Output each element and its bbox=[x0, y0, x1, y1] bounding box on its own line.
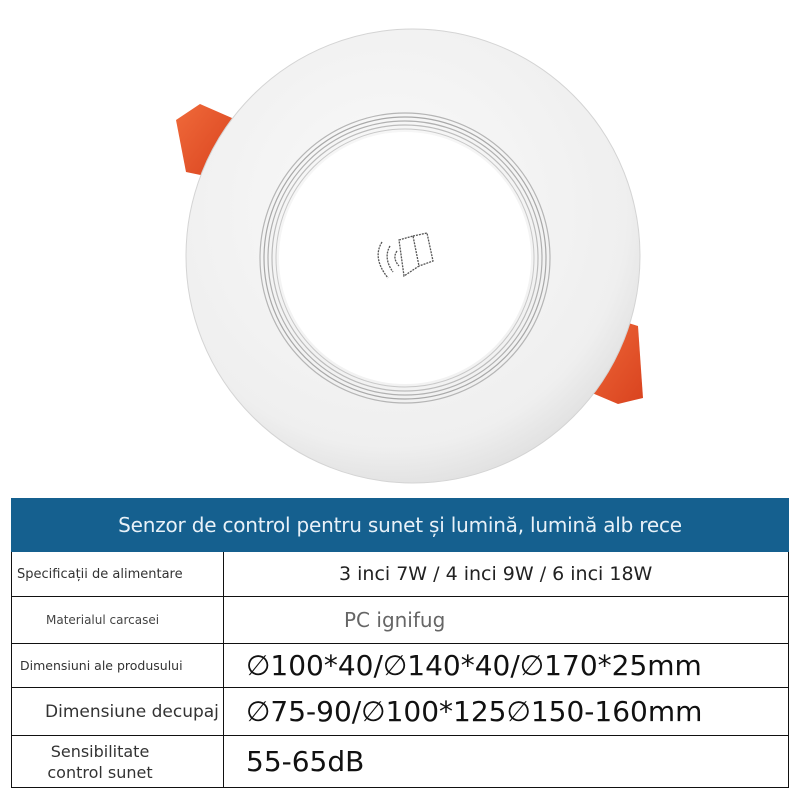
spec-table-body bbox=[11, 552, 789, 788]
spec-value: PC ignifug bbox=[344, 608, 446, 632]
spec-table-title: Senzor de control pentru sunet și lumină, lumină alb rece bbox=[11, 498, 789, 552]
spec-row-product-dimensions bbox=[12, 643, 788, 687]
spec-value: 3 inci 7W / 4 inci 9W / 6 inci 18W bbox=[339, 563, 653, 585]
spec-row-cutout bbox=[12, 687, 788, 735]
spec-value: 55-65dB bbox=[246, 745, 365, 778]
spec-value: ∅100*40/∅140*40/∅170*25mm bbox=[246, 649, 702, 682]
spec-label bbox=[12, 736, 224, 787]
spec-row-material bbox=[12, 596, 788, 643]
spec-label: Materialul carcasei bbox=[12, 597, 224, 643]
spec-row-sound-sensitivity bbox=[12, 735, 788, 787]
spec-label-line: control sunet bbox=[47, 762, 153, 782]
spec-label-line: Sensibilitate bbox=[50, 741, 150, 761]
spec-row-power bbox=[12, 552, 788, 596]
spec-value: ∅75-90/∅100*125∅150-160mm bbox=[246, 695, 703, 728]
spec-label: Dimensiune decupaj bbox=[12, 688, 224, 735]
spec-label: Specificații de alimentare bbox=[12, 552, 224, 596]
spec-table bbox=[11, 498, 789, 788]
spec-label: Dimensiuni ale produsului bbox=[12, 644, 224, 687]
